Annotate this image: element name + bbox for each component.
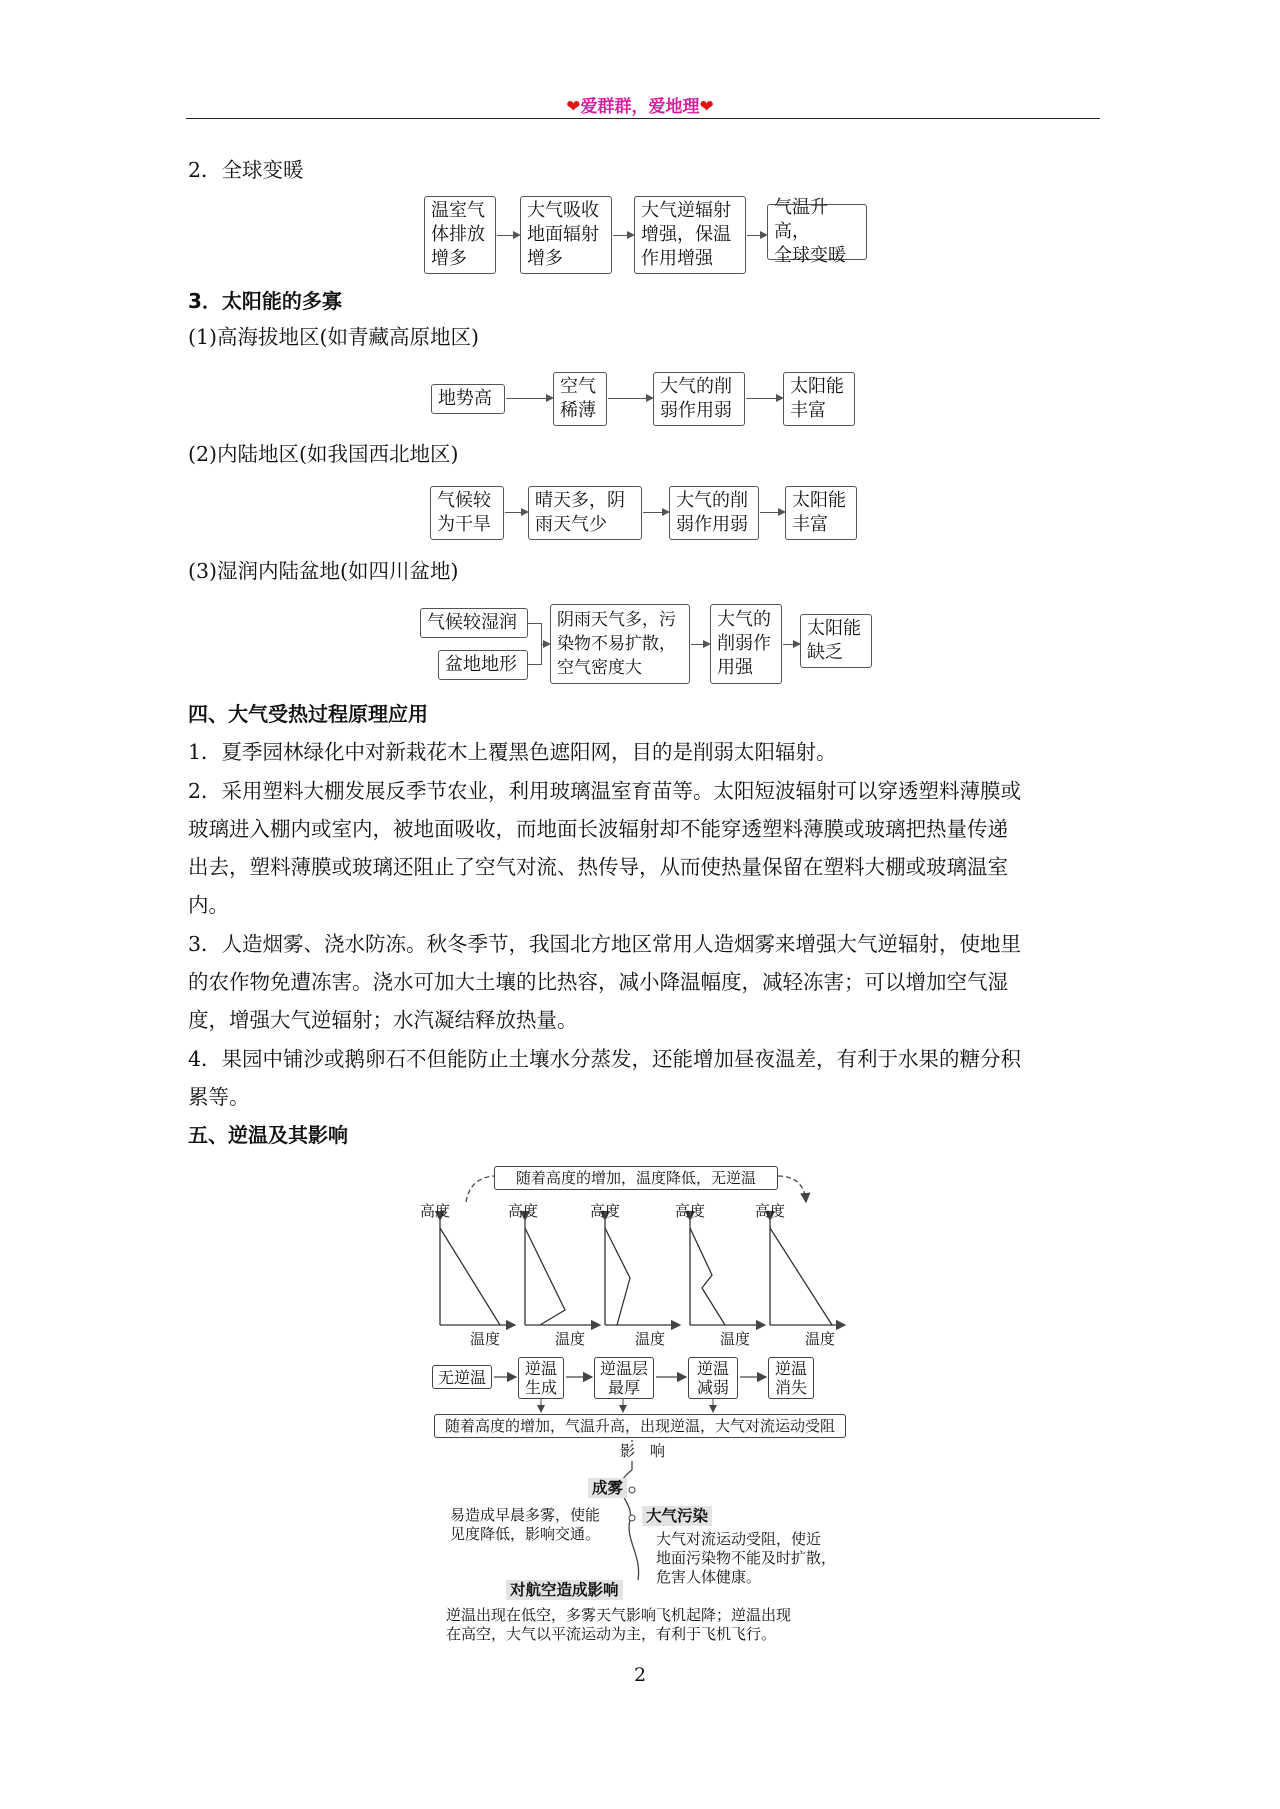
text-line: 度，增强大气逆辐射；水汽凝结释放热量。 xyxy=(188,1008,578,1032)
stage-box: 逆温 生成 xyxy=(518,1357,564,1399)
text-line: 的农作物免遭冻害。浇水可加大土壤的比热容，减小降温幅度，减轻冻害；可以增加空气湿 xyxy=(188,970,1008,994)
heart-icon: ❤ xyxy=(699,97,714,117)
fog-desc: 易造成早晨多雾，使能 见度降低，影响交通。 xyxy=(450,1506,601,1543)
flow-arrow xyxy=(691,644,709,645)
text-line: 2．采用塑料大棚发展反季节农业，利用玻璃温室育苗等。太阳短波辐射可以穿透塑料薄膜或 xyxy=(188,779,1022,803)
section4-title: 四、大气受热过程原理应用 xyxy=(188,702,428,726)
sub2-title: (2)内陆地区(如我国西北地区) xyxy=(188,442,459,466)
stage-box: 逆温 减弱 xyxy=(688,1357,738,1399)
section5-title: 五、逆温及其影响 xyxy=(188,1123,348,1147)
graph-inversion-forming xyxy=(525,1220,600,1325)
aviation-title: 对航空造成影响 xyxy=(506,1580,623,1600)
axis-y-label: 高度 xyxy=(755,1202,786,1220)
bottom-label: 随着高度的增加，气温升高，出现逆温，大气对流运动受阻 xyxy=(434,1414,846,1438)
flow-arrow xyxy=(783,644,799,645)
inversion-diagram xyxy=(420,1160,870,1643)
flow-arrow xyxy=(747,235,766,236)
flow-box: 太阳能 丰富 xyxy=(785,486,857,540)
flow-arrow xyxy=(505,512,527,513)
merge-bracket xyxy=(528,623,542,665)
flow-arrow xyxy=(608,398,652,399)
text-line: 4．果园中铺沙或鹅卵石不但能防止土壤水分蒸发，还能增加昼夜温差，有利于水果的糖分积 xyxy=(188,1047,1022,1071)
flow-arrow xyxy=(542,644,549,645)
stage-box: 逆温层 最厚 xyxy=(594,1357,654,1399)
pollution-desc: 大气对流运动受阻，使近 地面污染物不能及时扩散， 危害人体健康。 xyxy=(656,1530,837,1586)
section2-title: 2．全球变暖 xyxy=(188,158,304,182)
graph-inversion-weakening xyxy=(690,1220,765,1325)
text-line: 内。 xyxy=(188,893,229,917)
header-rule xyxy=(186,118,1100,119)
page-header xyxy=(0,92,1280,117)
stage-box: 逆温 消失 xyxy=(768,1357,814,1399)
axis-y-label: 高度 xyxy=(675,1202,706,1220)
dashed-arc xyxy=(466,1176,494,1202)
influence-label: 影 响 xyxy=(620,1442,666,1460)
flow-box: 大气逆辐射 增强，保温 作用增强 xyxy=(634,196,746,274)
text-line: 3．人造烟雾、浇水防冻。秋冬季节，我国北方地区常用人造烟雾来增强大气逆辐射，使地里 xyxy=(188,932,1022,956)
flow-box: 地势高 xyxy=(431,384,505,414)
text-line: 出去，塑料薄膜或玻璃还阻止了空气对流、热传导，从而使热量保留在塑料大棚或玻璃温室 xyxy=(188,855,1008,879)
axis-x-label: 温度 xyxy=(470,1330,501,1348)
axis-x-label: 温度 xyxy=(555,1330,586,1348)
axis-y-label: 高度 xyxy=(420,1202,451,1220)
flow-arrow xyxy=(613,235,633,236)
section3-title: 3．太阳能的多寡 xyxy=(188,289,342,313)
flow-box: 太阳能 丰富 xyxy=(783,372,855,426)
flow-box: 阴雨天气多，污 染物不易扩散， 空气密度大 xyxy=(550,604,690,684)
flow-arrow xyxy=(760,512,784,513)
flow-box: 大气的削 弱作用弱 xyxy=(653,372,745,426)
dashed-arc xyxy=(778,1176,806,1202)
heart-icon: ❤ xyxy=(566,97,581,117)
flow-box: 气候较 为干旱 xyxy=(430,486,504,540)
axis-x-label: 温度 xyxy=(635,1330,666,1348)
aviation-desc: 逆温出现在低空，多雾天气影响飞机起降；逆温出现 在高空，大气以平流运动为主，有利于飞机飞行。 xyxy=(446,1606,792,1643)
axis-x-label: 温度 xyxy=(805,1330,836,1348)
graph-no-inversion xyxy=(440,1220,515,1325)
axis-x-label: 温度 xyxy=(720,1330,751,1348)
pollution-title: 大气污染 xyxy=(642,1506,712,1526)
flow-box: 温室气 体排放 增多 xyxy=(424,196,496,274)
header-text: 爱群群，爱地理 xyxy=(580,97,700,117)
sub3-title: (3)湿润内陆盆地(如四川盆地) xyxy=(188,559,459,583)
sub1-title: (1)高海拔地区(如青藏高原地区) xyxy=(188,325,480,349)
graph-inversion-thickest xyxy=(605,1220,680,1325)
flow-arrow xyxy=(497,235,519,236)
axis-y-label: 高度 xyxy=(508,1202,539,1220)
text-line: 累等。 xyxy=(188,1085,250,1109)
page-number: 2 xyxy=(633,1664,647,1686)
text-line: 1．夏季园林绿化中对新栽花木上覆黑色遮阳网，目的是削弱太阳辐射。 xyxy=(188,740,837,764)
graph-inversion-vanishing xyxy=(770,1220,845,1325)
axis-y-label: 高度 xyxy=(590,1202,621,1220)
top-label: 随着高度的增加，温度降低，无逆温 xyxy=(494,1166,778,1190)
flow-box: 盆地地形 xyxy=(438,650,528,680)
flow-box: 空气 稀薄 xyxy=(553,372,607,426)
flow-box: 气候较湿润 xyxy=(420,608,528,638)
stage-box: 无逆温 xyxy=(432,1365,492,1389)
text-line: 玻璃进入棚内或室内，被地面吸收，而地面长波辐射却不能穿透塑料薄膜或玻璃把热量传递 xyxy=(188,817,1008,841)
fog-title: 成雾 xyxy=(588,1478,627,1498)
flow-box: 太阳能 缺乏 xyxy=(800,614,872,668)
flow-box: 大气吸收 地面辐射 增多 xyxy=(520,196,612,274)
flow-box: 气温升高， 全球变暖 xyxy=(767,204,867,260)
flow-arrow xyxy=(506,398,552,399)
flow-arrow xyxy=(746,398,782,399)
flow-box: 晴天多，阴 雨天气少 xyxy=(528,486,642,540)
flow-box: 大气的削 弱作用弱 xyxy=(669,486,759,540)
flow-arrow xyxy=(643,512,668,513)
flow-box: 大气的 削弱作 用强 xyxy=(710,604,782,684)
